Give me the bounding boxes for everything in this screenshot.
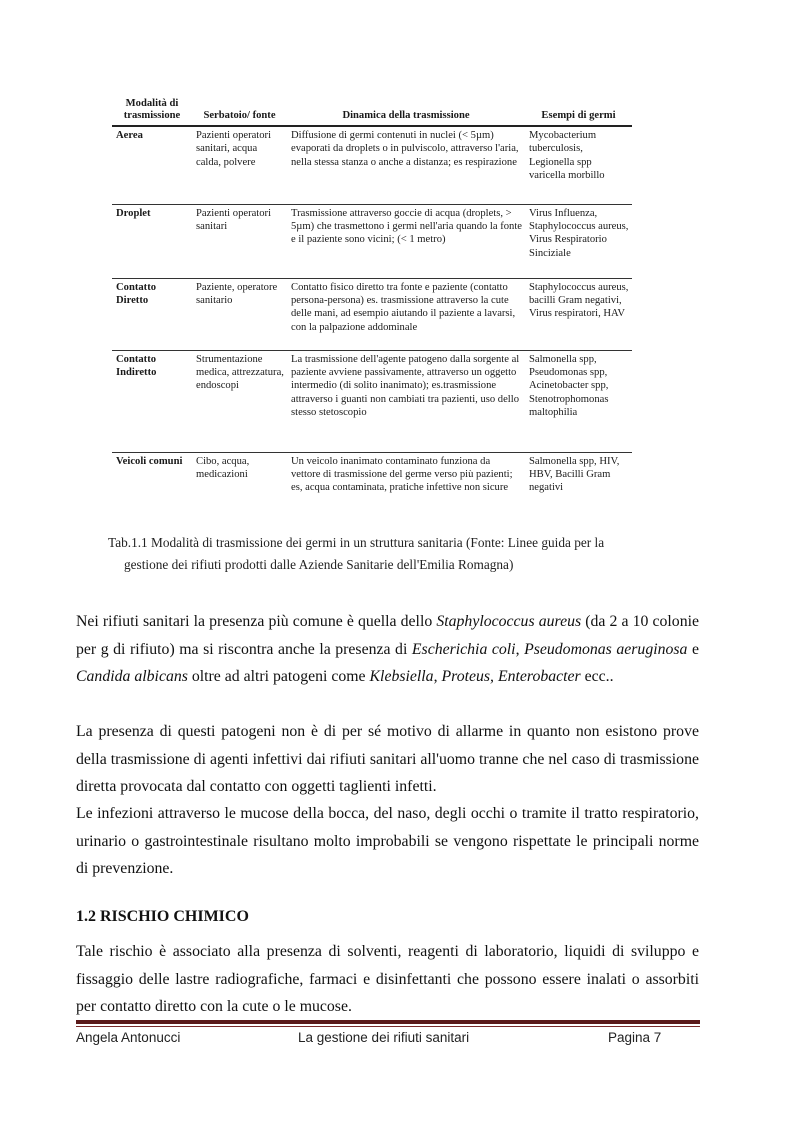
germs-cell: Salmonella spp, Pseudomonas spp, Acinetobacter spp, Stenotrophomonas maltophilia — [525, 350, 632, 452]
mode-cell: Droplet — [112, 204, 192, 278]
germs-cell: Virus Influenza, Staphylococcus aureus, Virus Respiratorio Sinciziale — [525, 204, 632, 278]
species-name: Escherichia coli — [411, 640, 516, 658]
mode-cell: Veicoli comuni — [116, 455, 183, 467]
table-header-cell: Dinamica della trasmissione — [287, 96, 525, 126]
table-header-cell: Esempi di germi — [525, 96, 632, 126]
section-heading: 1.2 RISCHIO CHIMICO — [76, 908, 249, 925]
mode-cell: Contatto Indiretto — [112, 350, 192, 452]
paragraph-alarm: La presenza di questi patogeni non è di per sé motivo di allarme in quanto non esistono prove della trasmissione di agenti infettivi dai rifiuti sanitari all'uomo tranne che nel caso di trasmissione diretta provocata dal contatto con oggetti taglienti infetti. — [76, 723, 699, 795]
dynamics-cell: Trasmissione attraverso goccie di acqua (droplets, > 5µm) che trasmettono i germi nell'aria quando la fonte e il paziente sono vicini; (< 1 metro) — [287, 204, 525, 278]
table-row — [112, 452, 632, 512]
text-run: Nei rifiuti sanitari la presenza più comune è quella dello — [76, 613, 437, 630]
caption-line: gestione dei rifiuti prodotti dalle Aziende Sanitarie dell'Emilia Romagna) — [124, 557, 514, 572]
footer-rule-thin — [76, 1026, 700, 1027]
text-run: , — [515, 640, 525, 658]
text-run: (da 2 a 10 colonie per g di rifiuto) ma si riscontra anche la presenza di — [76, 613, 700, 658]
footer-rule — [76, 1020, 700, 1024]
text-run: ecc.. — [580, 668, 614, 685]
table-row — [112, 278, 632, 350]
table-header-cell: Modalità di trasmissione — [112, 96, 192, 126]
transmission-table — [112, 96, 632, 512]
dynamics-cell: Un veicolo inanimato contaminato funziona da vettore di trasmissione del germe verso più pazienti; es, acqua contaminata, pratiche infettive non sicure — [291, 455, 513, 494]
source-cell: Pazienti operatori sanitari, acqua calda, polvere — [192, 126, 287, 204]
paragraph-pathogens — [76, 608, 699, 691]
table-header-row — [112, 96, 632, 126]
dynamics-cell: Diffusione di germi contenuti in nuclei (< 5µm) evaporati da droplets o in pulviscolo, attraverso l'aria, nella stessa stanza o anche a distanza; es respirazione — [287, 126, 525, 204]
paragraph-chemical-risk: Tale rischio è associato alla presenza di solventi, reagenti di laboratorio, liquidi di sviluppo e fissaggio delle lastre radiografiche, farmaci e disinfettanti che possono essere inalati o assorbiti per contatto diretto con la cute o le mucose. — [76, 943, 699, 1015]
text-run: e — [687, 640, 700, 658]
source-cell: Strumentazione medica, attrezzatura, endoscopi — [192, 350, 287, 452]
text-run: , — [433, 668, 442, 685]
table-row — [112, 350, 632, 452]
source-cell: Cibo, acqua, medicazioni — [196, 455, 250, 480]
species-name: Pseudomonas aeruginosa — [524, 640, 688, 658]
table-header-cell: Serbatoio/ fonte — [192, 96, 287, 126]
table-row — [112, 204, 632, 278]
mode-cell: Contatto Diretto — [112, 278, 192, 350]
germs-cell: Salmonella spp, HIV, HBV, Bacilli Gram negativi — [529, 455, 620, 494]
germs-cell: Staphylococcus aureus, bacilli Gram negativi, Virus respiratori, HAV — [525, 278, 632, 350]
germs-cell: Mycobacterium tuberculosis, Legionella spp varicella morbillo — [525, 126, 632, 204]
table-caption — [108, 532, 688, 576]
caption-line: Tab.1.1 Modalità di trasmissione dei germi in un struttura sanitaria (Fonte: Linee guida per la — [108, 535, 605, 550]
species-name: Candida albicans — [76, 668, 188, 685]
source-cell: Pazienti operatori sanitari — [192, 204, 287, 278]
table-row — [112, 126, 632, 204]
paragraph-infections: Le infezioni attraverso le mucose della bocca, del naso, degli occhi o tramite il tratto respiratorio, urinario o gastrointestinale risultano molto improbabili se vengono rispettate le principali norme di prevenzione. — [76, 805, 699, 877]
text-run: oltre ad altri patogeni come — [187, 668, 370, 685]
footer-title: La gestione dei rifiuti sanitari — [298, 1030, 470, 1045]
dynamics-cell: La trasmissione dell'agente patogeno dalla sorgente al paziente avviene passivamente, attraverso un oggetto intermedio (di solito inanimato); es.trasmissione attraverso i guanti non cambiati tra pazienti, uso dello stesso stetoscopio — [287, 350, 525, 452]
mode-cell: Aerea — [112, 126, 192, 204]
source-cell: Paziente, operatore sanitario — [192, 278, 287, 350]
footer-page-number: Pagina 7 — [608, 1030, 662, 1045]
species-name: Klebsiella — [369, 668, 434, 685]
footer-author: Angela Antonucci — [76, 1030, 181, 1045]
dynamics-cell: Contatto fisico diretto tra fonte e paziente (contatto persona-persona) es. trasmissione attraverso la cute delle mani, ad esempio aiutando il paziente a lavarsi, con la palpazione addominale — [287, 278, 525, 350]
species-name: Proteus, Enterobacter — [441, 668, 581, 685]
species-name: Staphylococcus aureus — [436, 613, 582, 630]
